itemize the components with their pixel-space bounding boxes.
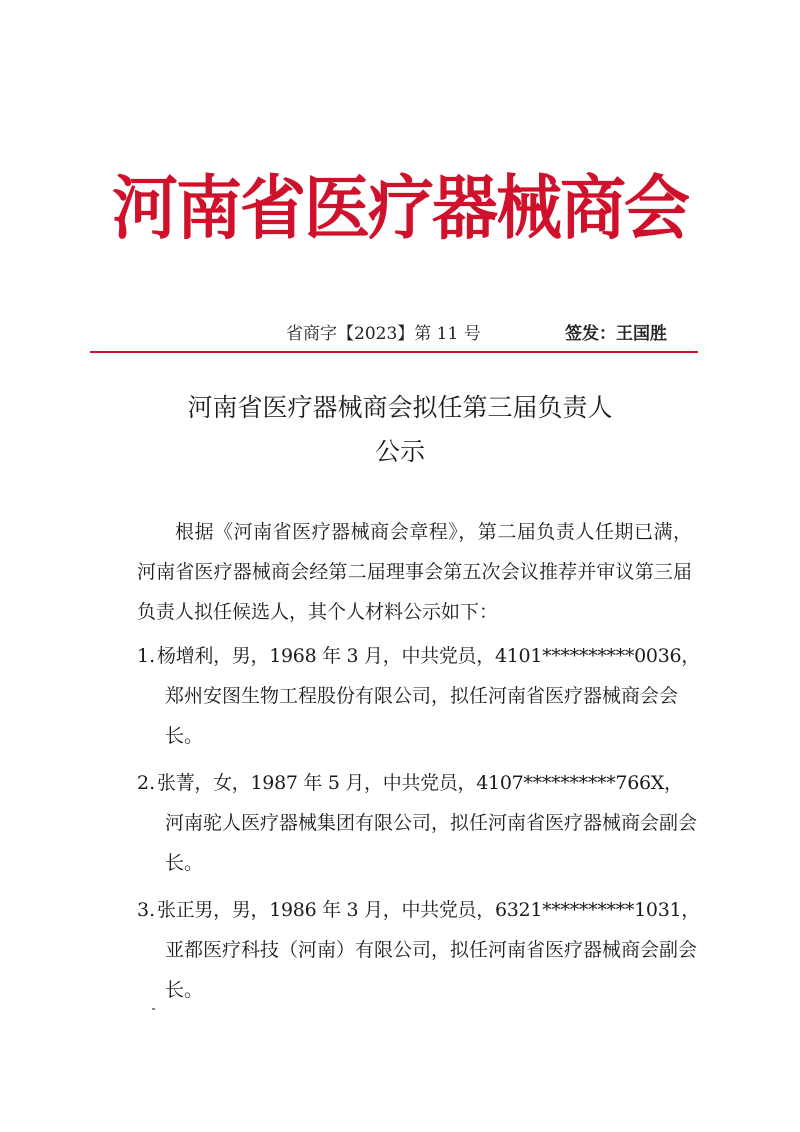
letterhead-org-name: 河南省医疗器械商会 [112, 167, 688, 249]
scan-speck [152, 1008, 155, 1010]
intro-paragraph: 根据《河南省医疗器械商会章程》，第二届负责人任期已满，河南省医疗器械商会经第二届理事会第五次会议推荐并审议第三届负责人拟任候选人，其个人材料公示如下： [137, 521, 692, 623]
notice-subtitle: 公示 [374, 437, 425, 466]
candidate-details: 杨增利，男，1968 年 3 月，中共党员，4101**********0036， [157, 645, 700, 667]
notice-title: 河南省医疗器械商会拟任第三届负责人 [187, 393, 613, 422]
letterhead-divider [90, 351, 698, 353]
signer-name: 王国胜 [616, 324, 667, 344]
candidate-organization: 郑州安图生物工程股份有限公司，拟任河南省医疗器械商会会长。 [165, 685, 679, 747]
candidate-number: 1. [137, 645, 156, 667]
candidate-number: 3. [137, 899, 156, 921]
candidate-organization: 亚都医疗科技（河南）有限公司，拟任河南省医疗器械商会副会长。 [165, 939, 698, 1001]
candidate-details: 张正男，男，1986 年 3 月，中共党员，6321**********1031， [157, 899, 700, 921]
signer [565, 322, 667, 346]
candidate-details: 张菁，女，1987 年 5 月，中共党员，4107**********766X， [157, 772, 683, 794]
candidate-list [137, 636, 700, 1017]
candidate-organization: 河南驼人医疗器械集团有限公司，拟任河南省医疗器械商会副会长。 [165, 812, 698, 874]
candidate-number: 2. [137, 772, 156, 794]
candidate-item [137, 763, 697, 883]
signer-label: 签发： [565, 324, 616, 344]
document-number: 省商字【2023】第 11 号 [286, 324, 481, 344]
candidate-item [137, 890, 700, 1010]
candidate-item [137, 636, 700, 756]
